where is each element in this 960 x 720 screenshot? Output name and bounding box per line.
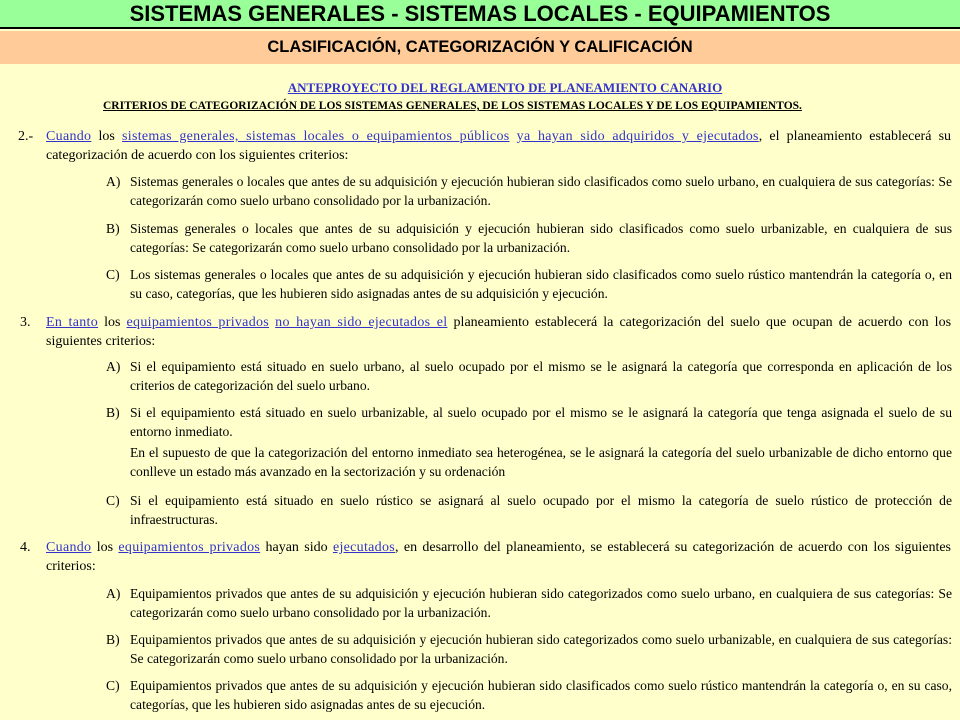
section-3-number: 3. bbox=[20, 315, 31, 330]
section-2-keyword-cuando: Cuando bbox=[46, 129, 92, 144]
criterion-letter: B) bbox=[106, 405, 120, 420]
section-3-criterion-a bbox=[106, 357, 952, 395]
section-4-text: los bbox=[91, 540, 119, 555]
section-2-text: , el planeamiento establecerá su categorización de acuerdo con los siguientes criterios: bbox=[46, 129, 952, 163]
section-3-intro bbox=[20, 313, 952, 351]
criterion-letter: B) bbox=[106, 221, 120, 236]
criterion-letter: C) bbox=[106, 678, 120, 693]
document-heading: ANTEPROYECTO DEL REGLAMENTO DE PLANEAMIENTO CANARIO bbox=[287, 80, 723, 95]
section-2-criterion-c bbox=[106, 265, 952, 303]
section-3-text: planeamiento establecerá la categorización del suelo que ocupan de acuerdo con los siguientes criterios: bbox=[46, 315, 952, 349]
section-2-keyword-ejecutados: ya hayan sido adquiridos y ejecutados bbox=[516, 129, 759, 144]
criterion-letter: C) bbox=[106, 267, 120, 282]
section-4-text: hayan sido bbox=[260, 540, 333, 555]
criterion-text: En el supuesto de que la categorización del entorno inmediato sea heterogénea, se le asignará la categoría del suelo urbanizable de dicho entorno que conlleve un estado más avanzado en la sectorización y su ordenación bbox=[130, 445, 952, 479]
criterion-text: Si el equipamiento está situado en suelo urbanizable, al suelo ocupado por el mismo se le asignará la categoría que tenga asignada el suelo de su entorno inmediato. bbox=[130, 405, 952, 439]
document-subheading: CRITERIOS DE CATEGORIZACIÓN DE LOS SISTEMAS GENERALES, DE LOS SISTEMAS LOCALES Y DE LOS EQUIPAMIENTOS. bbox=[103, 100, 802, 112]
criterion-text: Si el equipamiento está situado en suelo urbano, al suelo ocupado por el mismo se le asignará la categoría que corresponda en aplicación de los criterios de categorización del suelo urbano. bbox=[130, 359, 952, 393]
criterion-text: Los sistemas generales o locales que antes de su adquisición y ejecución hubieran sido clasificados como suelo rústico mantendrán la categoría o, en su caso, categorías, que les hubieren sido asignadas antes de su adquisición y ejecución. bbox=[130, 267, 952, 301]
criterion-letter: C) bbox=[106, 493, 120, 508]
criterion-text: Equipamientos privados que antes de su adquisición y ejecución hubieran sido clasificados como suelo rústico mantendrán la categoría o, en su caso, categorías, que les hubieren sido asignadas antes de su ejecución. bbox=[130, 678, 952, 712]
section-2-criterion-a bbox=[106, 172, 952, 210]
section-3-text: los bbox=[98, 315, 127, 330]
criterion-letter: A) bbox=[106, 359, 121, 374]
section-4-criterion-c bbox=[106, 676, 952, 714]
criterion-text: Si el equipamiento está situado en suelo rústico se asignará al suelo ocupado por el mismo la categoría de suelo rústico de protección de infraestructuras. bbox=[130, 493, 952, 527]
section-4-criterion-b bbox=[106, 630, 952, 668]
section-3-keyword-no-ejecutados: no hayan sido ejecutados el bbox=[275, 315, 448, 330]
section-2-intro bbox=[18, 127, 952, 165]
criterion-text: Sistemas generales o locales que antes de su adquisición y ejecución hubieran sido clasificados como suelo urbano, en cualquiera de sus categorías: Se categorizarán como suelo urbano consolidado por la urbanización. bbox=[130, 174, 952, 208]
page-title: SISTEMAS GENERALES - SISTEMAS LOCALES - EQUIPAMIENTOS bbox=[0, 0, 960, 29]
criterion-text: Equipamientos privados que antes de su adquisición y ejecución hubieran sido categorizados como suelo urbanizable, en cualquiera de sus categorías: Se categorizarán como suelo urbano consolidado por la urbanización. bbox=[130, 632, 952, 666]
section-2-number: 2.- bbox=[18, 129, 34, 144]
criterion-text: Equipamientos privados que antes de su adquisición y ejecución hubieran sido categorizados como suelo urbano, en cualquiera de sus categorías: Se categorizarán como suelo urbano consolidado por la urbanización. bbox=[130, 586, 952, 620]
section-4-criterion-a bbox=[106, 584, 952, 622]
section-3-criterion-b bbox=[106, 403, 952, 441]
section-4-intro bbox=[20, 538, 952, 576]
section-3-keyword-en-tanto: En tanto bbox=[46, 315, 99, 330]
section-2-text bbox=[510, 129, 517, 144]
criterion-letter: B) bbox=[106, 632, 120, 647]
section-3-criterion-c bbox=[106, 491, 952, 529]
section-2-criterion-b bbox=[106, 219, 952, 257]
section-4-text: , en desarrollo del planeamiento, se establecerá su categorización de acuerdo con los siguientes criterios: bbox=[46, 540, 952, 574]
criterion-letter: A) bbox=[106, 586, 121, 601]
section-3-keyword-equipamientos: equipamientos privados bbox=[126, 315, 270, 330]
page-subtitle: CLASIFICACIÓN, CATEGORIZACIÓN Y CALIFICACIÓN bbox=[0, 31, 960, 64]
section-4-keyword-ejecutados: ejecutados bbox=[332, 540, 396, 555]
section-4-keyword-cuando: Cuando bbox=[46, 540, 92, 555]
section-2-text: los bbox=[91, 129, 123, 144]
section-2-keyword-sistemas: sistemas generales, sistemas locales o equipamientos públicos bbox=[122, 129, 510, 144]
criterion-letter: A) bbox=[106, 174, 121, 189]
section-3-criterion-b-note bbox=[130, 443, 952, 481]
section-4-keyword-equipamientos: equipamientos privados bbox=[118, 540, 261, 555]
criterion-text: Sistemas generales o locales que antes de su adquisición y ejecución hubieran sido clasificados como suelo urbanizable, en cualquiera de sus categorías: Se categorizarán como suelo urbano consolidado por la urbanización. bbox=[130, 221, 952, 255]
section-4-number: 4. bbox=[20, 540, 31, 555]
